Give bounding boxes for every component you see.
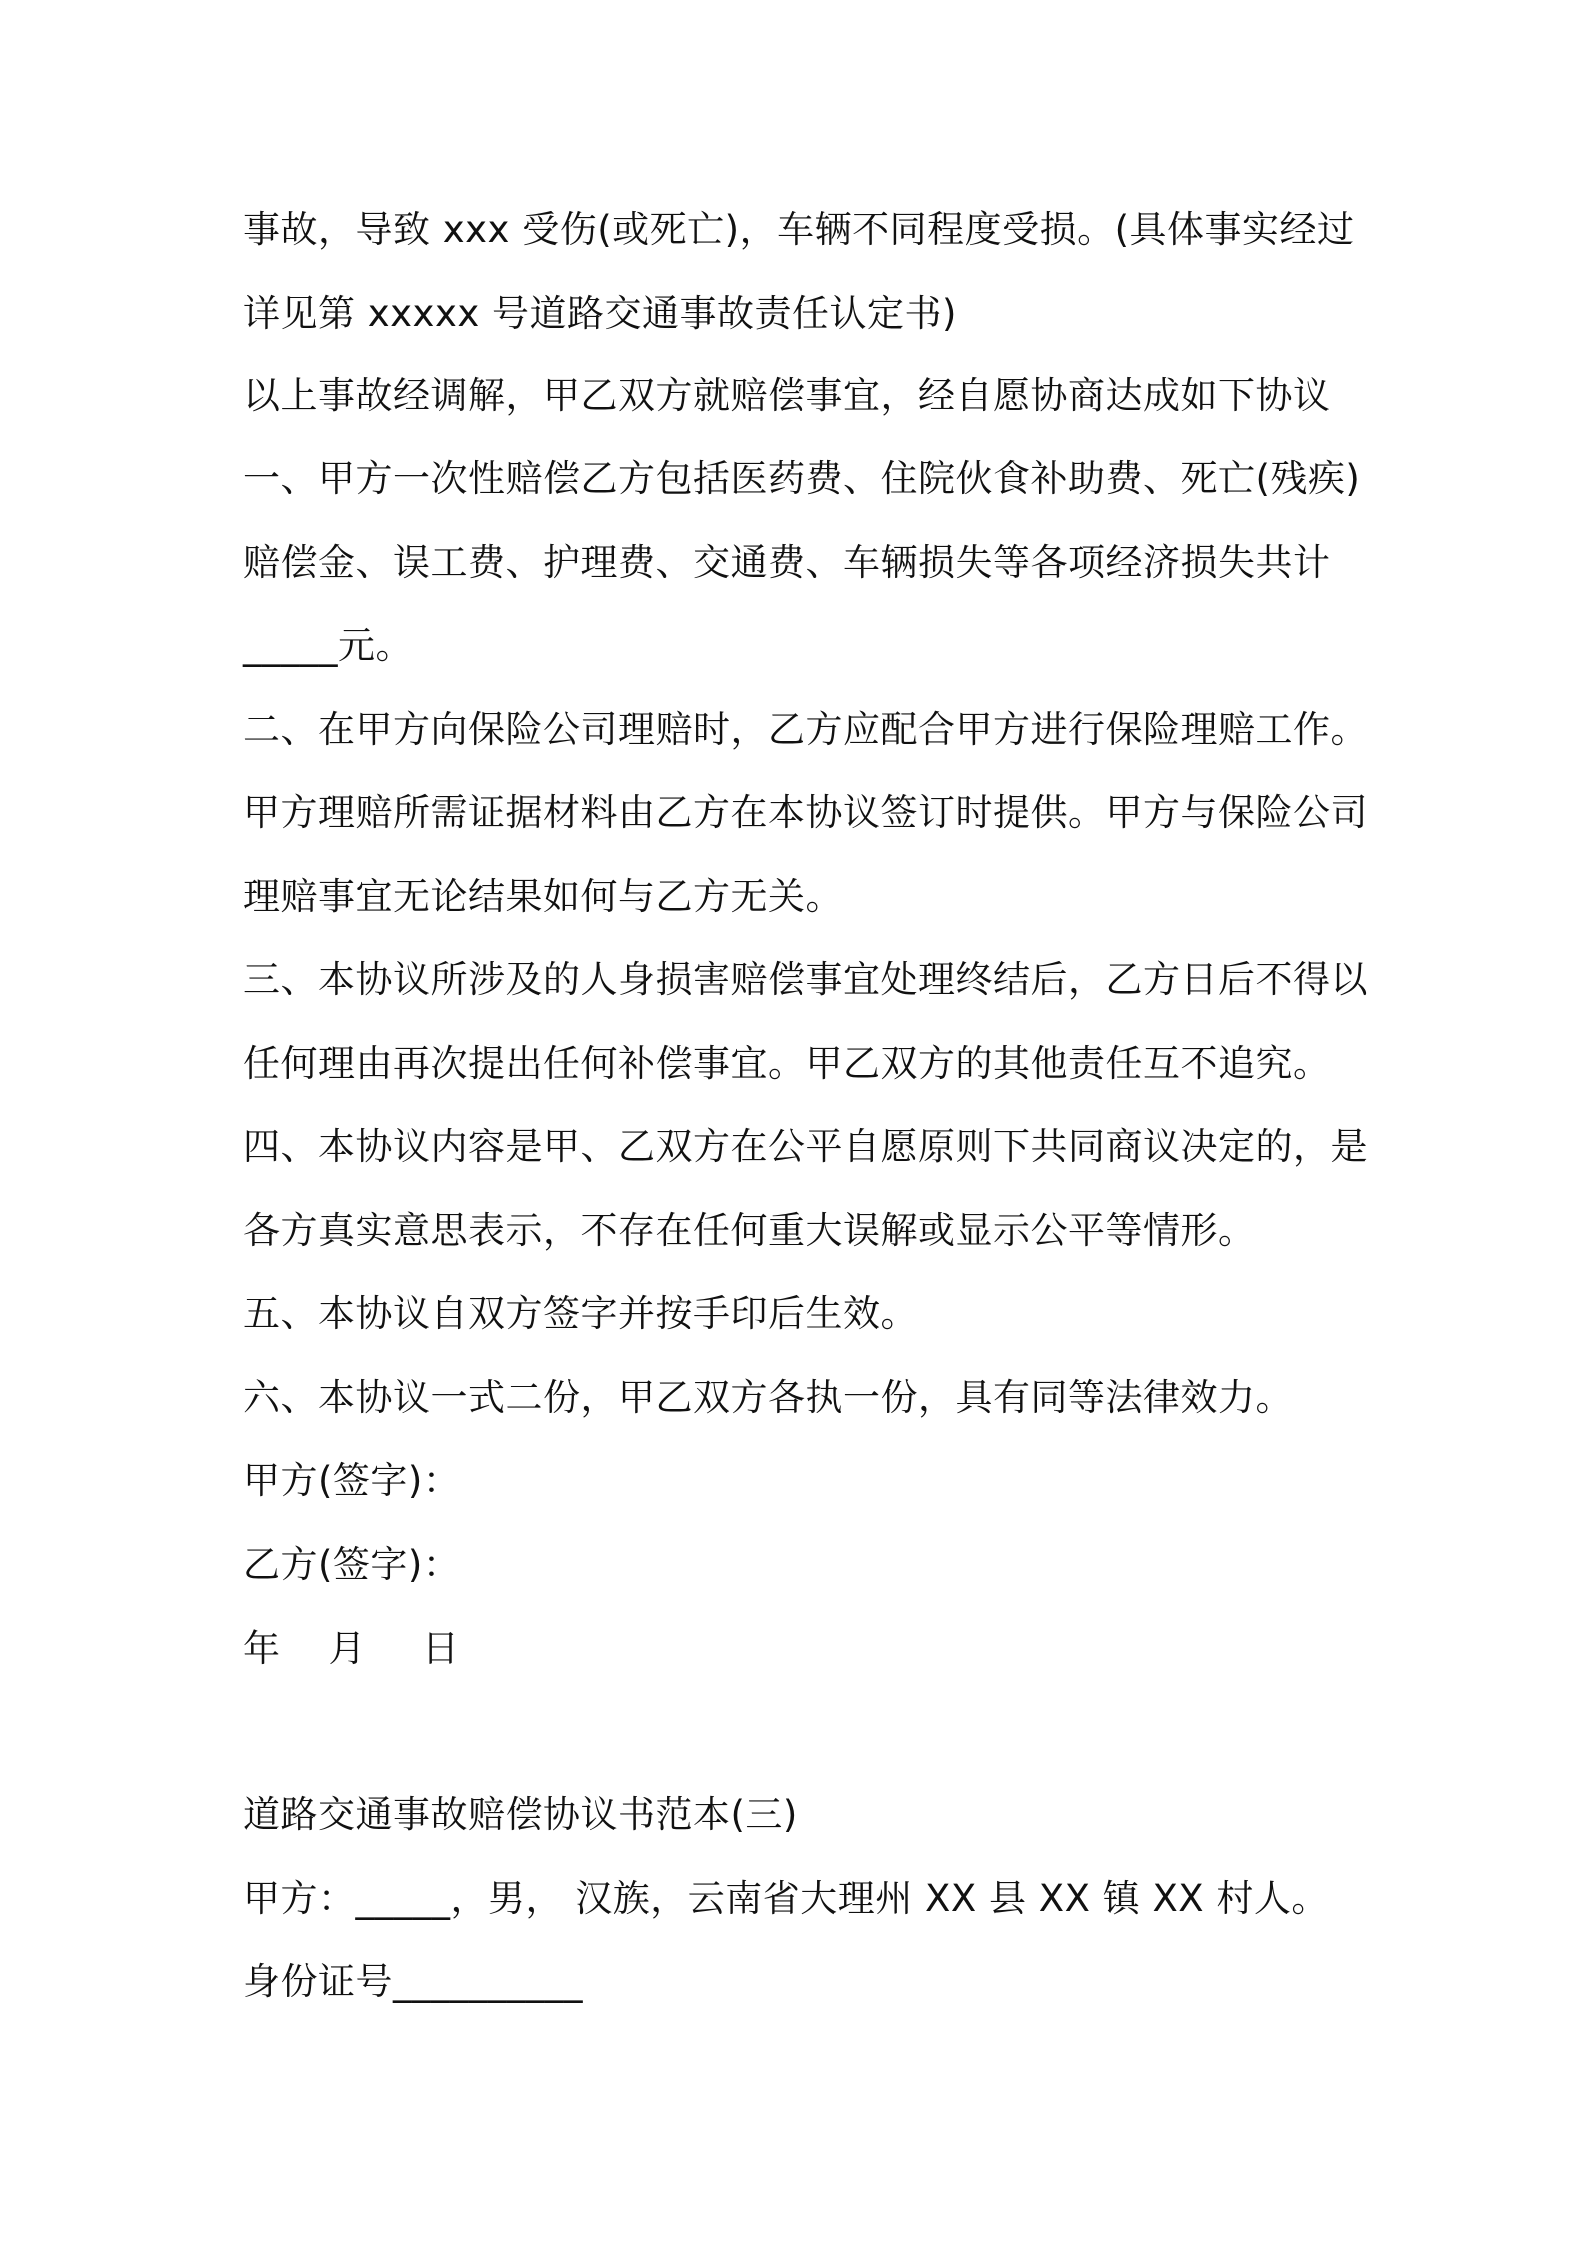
date-month: 月: [328, 1627, 366, 1670]
clause-3-line: 任何理由再次提出任何补偿事宜。甲乙双方的其他责任互不追究。: [243, 1042, 1331, 1085]
id-number-line: 身份证号__________: [243, 1960, 583, 2003]
party-b-signature-line: 乙方(签字)：: [243, 1543, 461, 1586]
party-a-info-line: 甲方：_____，男， 汉族，云南省大理州 XX 县 XX 镇 XX 村人。: [243, 1877, 1329, 1920]
clause-3-line: 三、本协议所涉及的人身损害赔偿事宜处理终结后，乙方日后不得以: [243, 958, 1368, 1001]
clause-2-line: 理赔事宜无论结果如何与乙方无关。: [243, 875, 843, 918]
clause-5-line: 五、本协议自双方签字并按手印后生效。: [243, 1292, 918, 1335]
party-a-signature-line: 甲方(签字)：: [243, 1459, 461, 1502]
clause-1-line: 一、甲方一次性赔偿乙方包括医药费、住院伙食补助费、死亡(残疾): [243, 457, 1361, 500]
clause-4-line: 各方真实意思表示，不存在任何重大误解或显示公平等情形。: [243, 1209, 1256, 1252]
clause-2-line: 二、在甲方向保险公司理赔时，乙方应配合甲方进行保险理赔工作。: [243, 708, 1368, 751]
clause-4-line: 四、本协议内容是甲、乙双方在公平自愿原则下共同商议决定的，是: [243, 1125, 1368, 1168]
clause-6-line: 六、本协议一式二份，甲乙双方各执一份，具有同等法律效力。: [243, 1376, 1293, 1419]
date-day: 日: [422, 1627, 460, 1670]
section-title: 道路交通事故赔偿协议书范本(三): [243, 1793, 798, 1836]
clause-2-line: 甲方理赔所需证据材料由乙方在本协议签订时提供。甲方与保险公司: [243, 791, 1368, 834]
amount-blank-line: _____元。: [243, 624, 413, 667]
paragraph-line: 详见第 xxxxx 号道路交通事故责任认定书): [243, 292, 957, 335]
date-year: 年: [243, 1627, 281, 1670]
paragraph-line: 事故，导致 xxx 受伤(或死亡)，车辆不同程度受损。(具体事实经过: [243, 208, 1355, 251]
date-line: [243, 1625, 1363, 1673]
paragraph-line: 以上事故经调解，甲乙双方就赔偿事宜，经自愿协商达成如下协议: [243, 374, 1331, 417]
clause-1-line: 赔偿金、误工费、护理费、交通费、车辆损失等各项经济损失共计: [243, 541, 1331, 584]
